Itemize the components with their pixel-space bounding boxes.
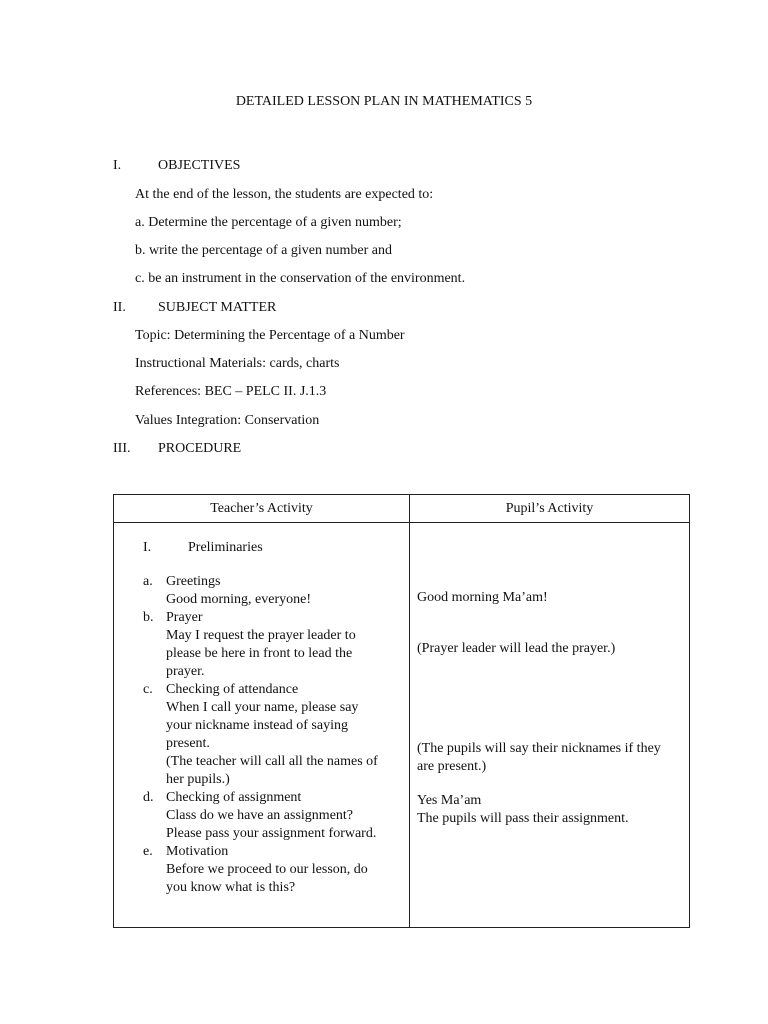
- subject-values: Values Integration: Conservation: [135, 413, 320, 428]
- pupil-prayer-response: (Prayer leader will lead the prayer.): [417, 641, 616, 656]
- procedure-table: [113, 494, 690, 928]
- item-c-line: your nickname instead of saying: [166, 718, 348, 733]
- item-e-letter: e.: [143, 844, 153, 859]
- header-pupil-activity: Pupil’s Activity: [410, 495, 690, 523]
- section-number-subject-matter: II.: [113, 300, 126, 315]
- subject-topic: Topic: Determining the Percentage of a Number: [135, 328, 405, 343]
- item-c-line: (The teacher will call all the names of: [166, 754, 378, 769]
- item-b-heading: Prayer: [166, 610, 203, 625]
- item-c-line: her pupils.): [166, 772, 230, 787]
- section-title-subject-matter: SUBJECT MATTER: [158, 300, 277, 315]
- item-b-line: May I request the prayer leader to: [166, 628, 356, 643]
- section-title-objectives: OBJECTIVES: [158, 158, 241, 173]
- preliminaries-number: I.: [143, 540, 152, 555]
- item-b-line: please be here in front to lead the: [166, 646, 353, 661]
- item-a-line: Good morning, everyone!: [166, 592, 312, 607]
- item-c-heading: Checking of attendance: [166, 682, 299, 697]
- teacher-activity-cell: [114, 523, 410, 928]
- subject-references: References: BEC – PELC II. J.1.3: [135, 384, 327, 399]
- item-a-letter: a.: [143, 574, 153, 589]
- objectives-intro: At the end of the lesson, the students are expected to:: [135, 187, 434, 202]
- objective-a: a. Determine the percentage of a given number;: [135, 215, 402, 230]
- pupil-attendance-response: are present.): [417, 759, 487, 774]
- section-number-objectives: I.: [113, 158, 122, 173]
- pupil-activity-cell: [410, 523, 690, 928]
- item-d-line: Class do we have an assignment?: [166, 808, 354, 823]
- item-e-heading: Motivation: [166, 844, 229, 859]
- item-c-line: present.: [166, 736, 210, 751]
- item-a-heading: Greetings: [166, 574, 221, 589]
- subject-materials: Instructional Materials: cards, charts: [135, 356, 340, 371]
- preliminaries-title: Preliminaries: [188, 540, 263, 555]
- item-e-line: Before we proceed to our lesson, do: [166, 862, 368, 877]
- pupil-assignment-response: The pupils will pass their assignment.: [417, 811, 629, 826]
- page-title: DETAILED LESSON PLAN IN MATHEMATICS 5: [235, 94, 533, 109]
- pupil-attendance-response: (The pupils will say their nicknames if they: [417, 741, 661, 756]
- pupil-assignment-response: Yes Ma’am: [417, 793, 482, 808]
- item-d-line: Please pass your assignment forward.: [166, 826, 377, 841]
- item-b-letter: b.: [143, 610, 154, 625]
- pupil-greeting-response: Good morning Ma’am!: [417, 590, 548, 605]
- objective-b: b. write the percentage of a given number and: [135, 243, 392, 258]
- section-title-procedure: PROCEDURE: [158, 441, 242, 456]
- item-e-line: you know what is this?: [166, 880, 296, 895]
- header-teacher-activity: Teacher’s Activity: [114, 495, 410, 523]
- section-number-procedure: III.: [113, 441, 131, 456]
- item-c-line: When I call your name, please say: [166, 700, 359, 715]
- item-c-letter: c.: [143, 682, 153, 697]
- item-d-heading: Checking of assignment: [166, 790, 302, 805]
- item-b-line: prayer.: [166, 664, 205, 679]
- objective-c: c. be an instrument in the conservation of the environment.: [135, 271, 466, 286]
- item-d-letter: d.: [143, 790, 154, 805]
